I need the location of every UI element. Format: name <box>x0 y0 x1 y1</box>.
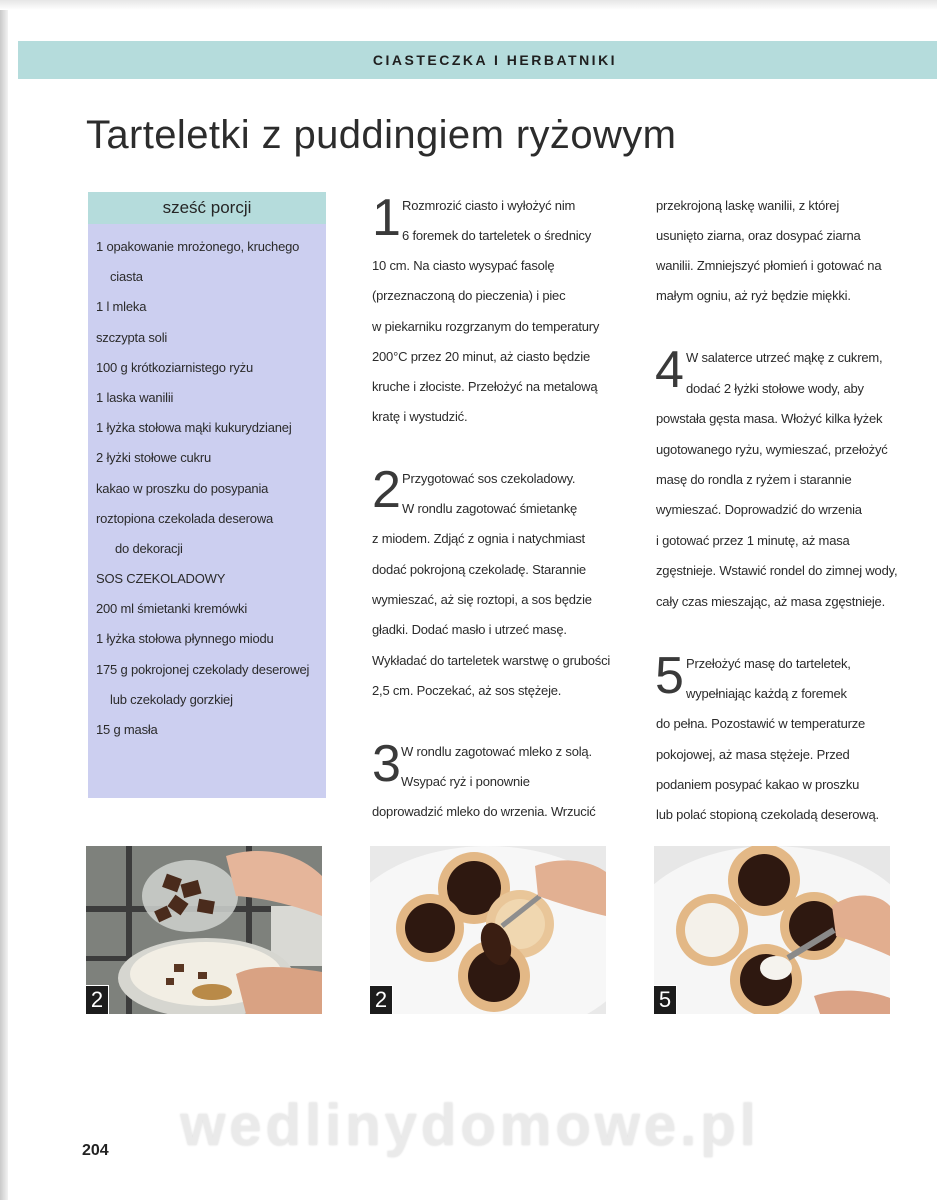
ingredients-panel <box>88 192 326 798</box>
step-text-line: wanilii. Zmniejszyć płomień i gotować na <box>656 258 882 273</box>
step-text-line: W salaterce utrzeć mąkę z cukrem, <box>686 350 883 365</box>
step-text-line: wypełniając każdą z foremek <box>686 686 847 701</box>
ingredient-line: 1 łyżka stołowa mąki kukurydzianej <box>96 420 292 436</box>
step-text-line: ugotowanego ryżu, wymieszać, przełożyć <box>656 442 888 457</box>
step-text-line: powstała gęsta masa. Włożyć kilka łyżek <box>656 411 883 426</box>
ingredient-line: do dekoracji <box>115 540 183 556</box>
step-text-line: 2,5 cm. Poczekać, aż sos stężeje. <box>372 683 562 698</box>
ingredient-line: ciasta <box>110 269 143 285</box>
photo-step-label: 5 <box>654 985 677 1014</box>
photo-step-label: 2 <box>86 985 109 1014</box>
step-text-line: doprowadzić mleko do wrzenia. Wrzucić <box>372 804 596 819</box>
step-number: 3 <box>372 735 401 793</box>
step-text-line: Przygotować sos czekoladowy. <box>402 471 576 486</box>
step-text-line: kruche i złociste. Przełożyć na metalową <box>372 379 598 394</box>
photo-step-2-chocolate <box>86 846 322 1014</box>
step-text-line: masę do rondla z ryżem i starannie <box>656 472 852 487</box>
ingredient-line: 1 opakowanie mrożonego, kruchego <box>96 239 300 254</box>
step-text-line: i gotować przez 1 minutę, aż masa <box>656 533 850 548</box>
section-title: CIASTECZKA I HERBATNIKI <box>372 52 618 68</box>
ingredient-line: 100 g krótkoziarnistego ryżu <box>96 359 253 375</box>
step-text-line: gładki. Dodać masło i utrzeć masę. <box>372 622 567 637</box>
step-text-line: W rondlu zagotować mleko z solą. <box>401 744 592 759</box>
ingredient-line: roztopiona czekolada deserowa <box>96 510 274 526</box>
page-number: 204 <box>82 1142 109 1159</box>
step-text-line: wymieszać, aż się roztopi, a sos będzie <box>372 592 592 607</box>
step-text-line: do pełna. Pozostawić w temperaturze <box>656 716 866 731</box>
ingredients-list <box>96 232 324 745</box>
page-top-shadow <box>0 0 937 10</box>
step-text-line: Przełożyć masę do tarteletek, <box>686 656 851 671</box>
step-text-line: kratę i wystudzić. <box>372 409 468 424</box>
step-text-line: z miodem. Zdjąć z ognia i natychmiast <box>372 531 585 546</box>
step-text-line: w piekarniku rozgrzanym do temperatury <box>372 319 600 334</box>
step-text-line: W rondlu zagotować śmietankę <box>402 501 578 516</box>
ingredient-line: 200 ml śmietanki kremówki <box>96 601 248 617</box>
step-text-line: 6 foremek do tarteletek o średnicy <box>402 228 592 243</box>
ingredient-line: 1 łyżka stołowa płynnego miodu <box>96 631 274 647</box>
step-text-line: dodać pokrojoną czekoladę. Starannie <box>372 562 586 577</box>
step-text-line: wymieszać. Doprowadzić do wrzenia <box>656 502 862 517</box>
ingredient-subheading: SOS CZEKOLADOWY <box>96 571 226 587</box>
ingredients-heading: sześć porcji <box>88 192 326 224</box>
step-text-line: zgęstnieje. Wstawić rondel do zimnej wody, <box>656 563 898 578</box>
step-text-line: przekrojoną laskę wanilii, z której <box>656 198 840 213</box>
ingredient-line: 1 l mleka <box>96 299 147 315</box>
step-number: 1 <box>372 189 401 247</box>
photo-step-2-tartlets <box>370 846 606 1014</box>
page-title: Tarteletki z puddingiem ryżowym <box>86 113 677 157</box>
ingredient-line: szczypta soli <box>96 329 168 345</box>
step-number: 4 <box>655 341 684 399</box>
tartlets-rice-photo-icon <box>654 846 890 1014</box>
photo-step-label: 2 <box>370 985 393 1014</box>
step-text-line: (przeznaczoną do pieczenia) i piec <box>372 288 566 303</box>
ingredient-line: 175 g pokrojonej czekolady deserowej <box>96 661 310 677</box>
step-text-line: 200°C przez 20 minut, aż ciasto będzie <box>372 349 590 364</box>
step-text-line: dodać 2 łyżki stołowe wody, aby <box>686 381 864 396</box>
tartlets-sauce-photo-icon <box>370 846 606 1014</box>
step-number: 2 <box>372 461 401 519</box>
step-text-line: Rozmrozić ciasto i wyłożyć nim <box>402 198 576 213</box>
ingredient-line: 1 laska wanilii <box>96 389 174 405</box>
watermark: wedlinydomowe.pl <box>180 1093 760 1158</box>
ingredient-line: 15 g masła <box>96 722 158 737</box>
step-text-line: 10 cm. Na ciasto wysypać fasolę <box>372 258 555 273</box>
step-text-line: usunięto ziarna, oraz dosypać ziarna <box>656 228 861 243</box>
page-gutter-shadow <box>0 0 8 1200</box>
step-text-line: cały czas mieszając, aż masa zgęstnieje. <box>656 594 885 609</box>
step-text-line: pokojowej, aż masa stężeje. Przed <box>656 747 850 762</box>
step-text-line: podaniem posypać kakao w proszku <box>656 777 860 792</box>
ingredient-line: lub czekolady gorzkiej <box>110 691 233 707</box>
photo-step-5-tartlets <box>654 846 890 1014</box>
ingredient-line: kakao w proszku do posypania <box>96 480 269 496</box>
step-text-line: małym ogniu, aż ryż będzie miękki. <box>656 288 851 303</box>
step-number: 5 <box>655 647 684 705</box>
step-text-line: Wykładać do tarteletek warstwę o grubości <box>372 653 611 668</box>
step-text-line: Wsypać ryż i ponownie <box>401 774 530 789</box>
chocolate-bowl-photo-icon <box>86 846 322 1014</box>
step-text-line: lub polać stopioną czekoladą deserową. <box>656 807 879 822</box>
ingredient-line: 2 łyżki stołowe cukru <box>96 450 212 466</box>
